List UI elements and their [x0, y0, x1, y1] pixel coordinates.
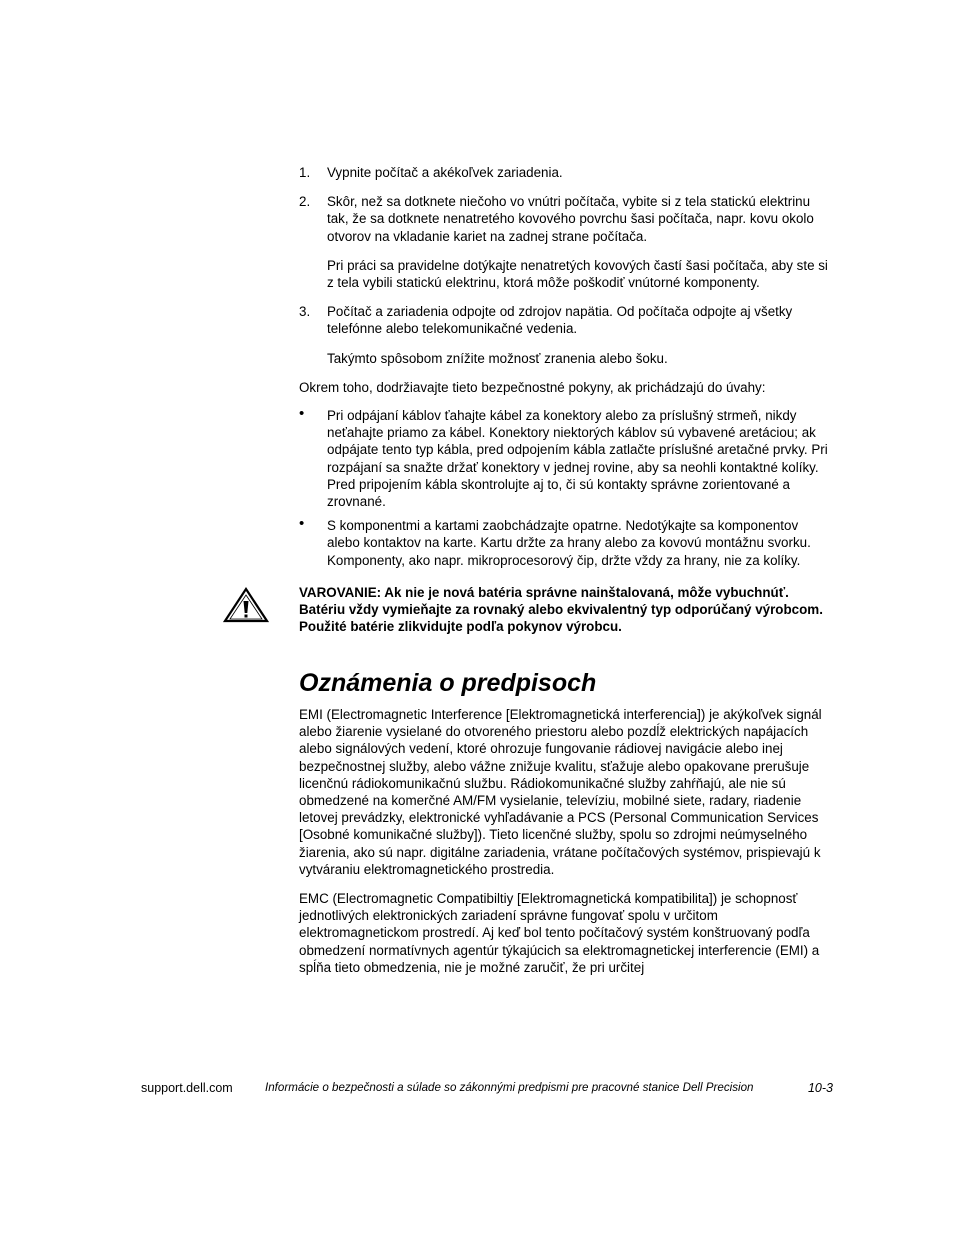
footer-title: Informácie o bezpečnosti a súlade so zákonnými predpismi pre pracovné stanice Dell Precision: [265, 1081, 754, 1094]
bullet-symbol: •: [299, 405, 305, 423]
step-number: 1.: [299, 165, 311, 180]
step-3-note: [299, 350, 834, 367]
step-note: Takýmto spôsobom znížite možnosť zranenia alebo šoku.: [327, 350, 668, 366]
step-2: [299, 193, 834, 245]
step-2-note: [299, 257, 834, 291]
step-1: [299, 164, 834, 181]
step-number: 3.: [299, 304, 311, 320]
bullet-text: Pri odpájaní káblov ťahajte kábel za konektory alebo za príslušný strmeň, nikdy neťahajte priamo za kábel. Konektory niektorých káblov sú vybavené aretáciou; ak odpájate tento typ kábla, pred odpojením kábla zatlačte príslušné aretačné prvky. Pri rozpájaní sa snažte držať konektory v jednej rovine, aby sa neohli kontaktné kolíky. Pred pripojením kábla skontrolujte aj to, či sú kontakty správne zorientované a zrovnané.: [327, 408, 828, 510]
page-number: 10-3: [807, 1081, 833, 1095]
section-body: [299, 706, 834, 988]
bullet-item: [299, 517, 834, 569]
warning-triangle-icon: [223, 587, 269, 623]
step-number: 2.: [299, 194, 311, 210]
footer-site: support.dell.com: [141, 1081, 233, 1095]
paragraph-emc: EMC (Electromagnetic Compatibiltiy [Elektromagnetická kompatibilita]) je schopnosť jednotlivých elektronických zariadení správne fungovať spolu v určitom elektromagnetickom prostredí. Aj keď bol tento počítačový systém konštruovaný podľa obmedzení normatívnych agentúr týkajúcich sa elektromagnetickej interferencie (EMI) a spĺňa tieto obmedzenia, nie je možné zaručiť, že pri určitej: [299, 891, 820, 975]
paragraph-emi: EMI (Electromagnetic Interference [Elektromagnetická interferencia]) je akýkoľvek signál alebo žiarenie vysielané do otvoreného priestoru alebo pozdĺž elektrických napájacích alebo signálových vedení, ktoré ohrozuje fungovanie rádiovej navigácie alebo inej bezpečnostnej služby, alebo vážne znižuje kvalitu, sťažuje alebo opakovane prerušuje licenčnú rádiokomunikačnú službu. Rádiokomunikačné služby zahŕňajú, ale nie sú obmedzené na komerčné AM/FM vysielanie, televíziu, mobilné siete, radary, riadenie letovej prevádzky, elektronické vyhľadávanie a PCS (Personal Communication Services [Osobné komunikačné služby]). Tieto licenčné služby, spolu so zdrojmi neúmyselného žiarenia, ako sú napr. digitálne zariadenia, vrátane počítačových systémov, prispievajú k vytváraniu elektromagnetického prostredia.: [299, 707, 822, 877]
bullet-symbol: •: [299, 515, 305, 533]
page-footer: [141, 1081, 833, 1099]
step-note: Pri práci sa pravidelne dotýkajte nenatretých kovových častí šasi počítača, aby ste si z tela vybili statickú elektrinu, ktorá môže poškodiť vnútorné komponenty.: [327, 257, 828, 291]
main-content: [299, 164, 834, 576]
intro-text: Okrem toho, dodržiavajte tieto bezpečnostné pokyny, ak prichádzajú do úvahy:: [299, 379, 766, 395]
section-heading: Oznámenia o predpisoch: [299, 669, 597, 697]
step-text: Skôr, než sa dotknete niečoho vo vnútri počítača, vybite si z tela statickú elektrinu tak, že sa dotknete nenatretého kovového povrchu šasi počítača, napr. kovu okolo otvorov na vkladanie kariet na zadnej strane počítača.: [327, 194, 814, 244]
step-text: Počítač a zariadenia odpojte od zdrojov napätia. Od počítača odpojte aj všetky telefónne alebo telekomunikačné vedenia.: [327, 304, 793, 337]
bullet-text: S komponentmi a kartami zaobchádzajte opatrne. Nedotýkajte sa komponentov alebo kontaktov na karte. Kartu držte za hrany alebo za kovovú montážnu svorku. Komponenty, ako napr. mikroprocesorový čip, držte vždy za hrany, nie za kolíky.: [327, 518, 811, 568]
step-text: Vypnite počítač a akékoľvek zariadenia.: [327, 165, 563, 180]
warning-text: VAROVANIE: Ak nie je nová batéria správne nainštalovaná, môže vybuchnúť. Batériu vždy vymieňajte za rovnaký alebo ekvivalentný typ odporúčaný výrobcom. Použité batérie zlikvidujte podľa pokynov výrobcu.: [299, 585, 823, 635]
step-3: [299, 303, 834, 337]
bullet-item: [299, 407, 834, 510]
